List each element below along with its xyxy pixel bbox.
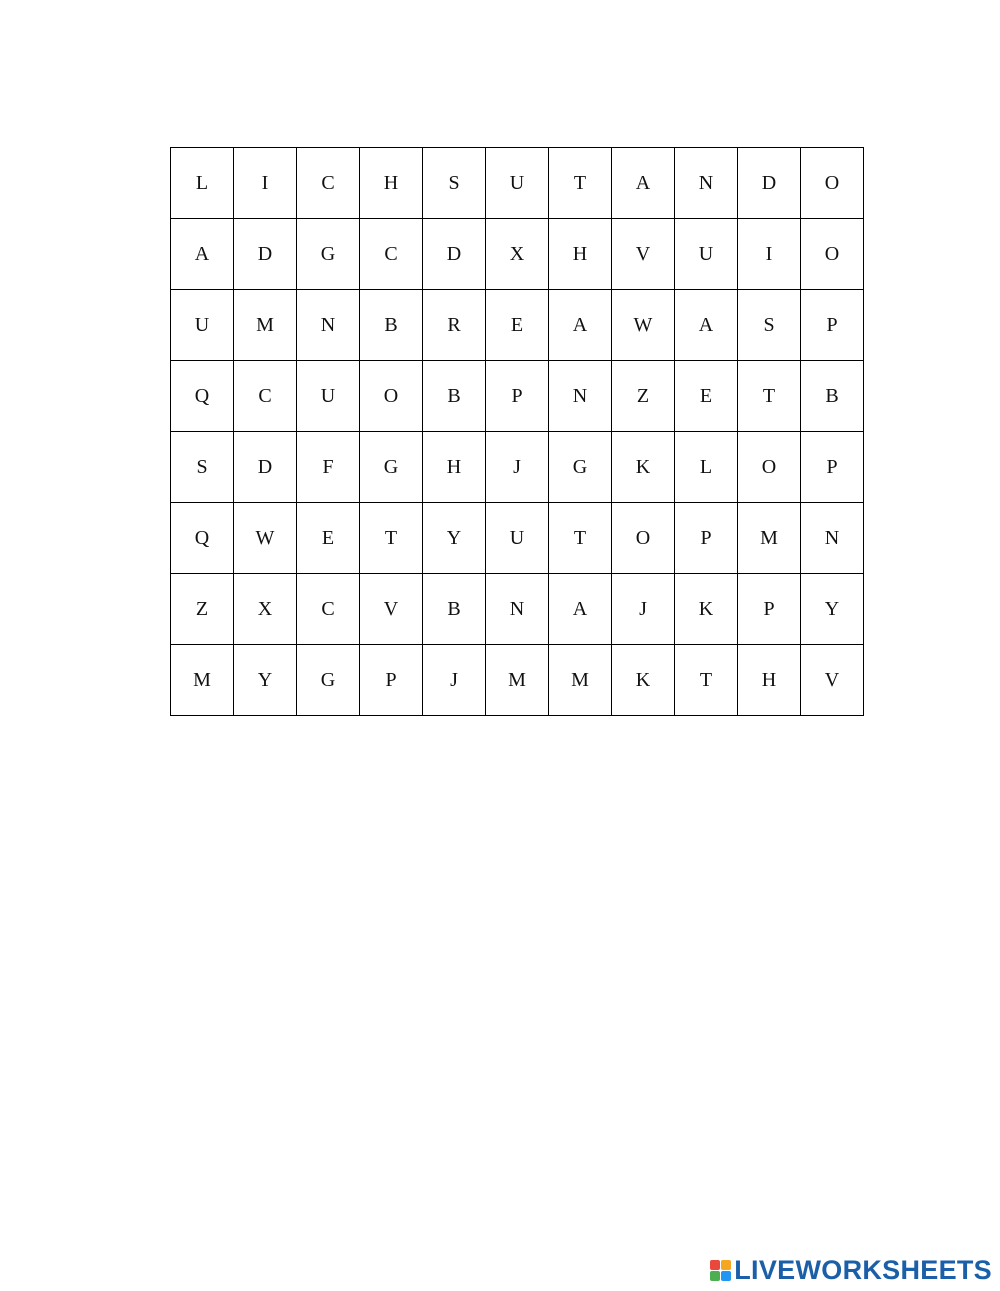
grid-cell[interactable]: N [549, 361, 612, 432]
logo-square-icon [710, 1271, 720, 1281]
grid-row [171, 148, 864, 219]
grid-cell[interactable]: E [675, 361, 738, 432]
logo-square-icon [721, 1271, 731, 1281]
grid-cell[interactable]: T [549, 503, 612, 574]
grid-cell[interactable]: G [360, 432, 423, 503]
grid-cell[interactable]: Q [171, 361, 234, 432]
grid-cell[interactable]: O [612, 503, 675, 574]
grid-row [171, 219, 864, 290]
grid-cell[interactable]: A [675, 290, 738, 361]
grid-cell[interactable]: V [801, 645, 864, 716]
grid-cell[interactable]: O [801, 148, 864, 219]
grid-cell[interactable]: Y [423, 503, 486, 574]
grid-cell[interactable]: N [801, 503, 864, 574]
grid-row [171, 432, 864, 503]
grid-cell[interactable]: M [486, 645, 549, 716]
brand-text: LIVEWORKSHEETS [734, 1255, 992, 1285]
word-search-grid [170, 147, 864, 716]
grid-cell[interactable]: T [675, 645, 738, 716]
grid-cell[interactable]: U [486, 148, 549, 219]
grid-cell[interactable]: M [549, 645, 612, 716]
grid-cell[interactable]: Y [234, 645, 297, 716]
grid-cell[interactable]: W [612, 290, 675, 361]
grid-cell[interactable]: A [612, 148, 675, 219]
grid-cell[interactable]: X [486, 219, 549, 290]
grid-cell[interactable]: Y [801, 574, 864, 645]
grid-cell[interactable]: C [297, 574, 360, 645]
grid-cell[interactable]: T [360, 503, 423, 574]
grid-cell[interactable]: G [297, 645, 360, 716]
grid-cell[interactable]: S [423, 148, 486, 219]
grid-cell[interactable]: T [738, 361, 801, 432]
grid-cell[interactable]: A [549, 574, 612, 645]
grid-cell[interactable]: N [297, 290, 360, 361]
grid-cell[interactable]: A [549, 290, 612, 361]
grid-cell[interactable]: P [486, 361, 549, 432]
grid-cell[interactable]: Z [612, 361, 675, 432]
liveworksheets-brand[interactable] [710, 1255, 992, 1285]
grid-cell[interactable]: P [801, 432, 864, 503]
logo-square-icon [721, 1260, 731, 1270]
grid-cell[interactable]: D [234, 432, 297, 503]
grid-cell[interactable]: M [171, 645, 234, 716]
grid-cell[interactable]: P [360, 645, 423, 716]
grid-cell[interactable]: H [549, 219, 612, 290]
grid-cell[interactable]: R [423, 290, 486, 361]
grid-cell[interactable]: S [738, 290, 801, 361]
grid-cell[interactable]: K [612, 645, 675, 716]
grid-cell[interactable]: O [360, 361, 423, 432]
grid-cell[interactable]: D [738, 148, 801, 219]
grid-cell[interactable]: B [360, 290, 423, 361]
grid-row [171, 503, 864, 574]
grid-cell[interactable]: J [612, 574, 675, 645]
grid-cell[interactable]: J [486, 432, 549, 503]
grid-row [171, 645, 864, 716]
grid-cell[interactable]: N [486, 574, 549, 645]
grid-cell[interactable]: H [423, 432, 486, 503]
grid-cell[interactable]: C [297, 148, 360, 219]
logo-square-icon [710, 1260, 720, 1270]
grid-cell[interactable]: P [738, 574, 801, 645]
grid-cell[interactable]: T [549, 148, 612, 219]
grid-cell[interactable]: Z [171, 574, 234, 645]
grid-cell[interactable]: U [171, 290, 234, 361]
grid-cell[interactable]: C [234, 361, 297, 432]
grid-cell[interactable]: L [171, 148, 234, 219]
grid-cell[interactable]: O [738, 432, 801, 503]
grid-cell[interactable]: C [360, 219, 423, 290]
liveworksheets-logo-icon [710, 1260, 731, 1281]
grid-cell[interactable]: K [675, 574, 738, 645]
grid-cell[interactable]: E [486, 290, 549, 361]
grid-cell[interactable]: F [297, 432, 360, 503]
grid-cell[interactable]: S [171, 432, 234, 503]
word-search-grid-body [171, 148, 864, 716]
grid-cell[interactable]: A [171, 219, 234, 290]
grid-cell[interactable]: X [234, 574, 297, 645]
grid-cell[interactable]: J [423, 645, 486, 716]
grid-cell[interactable]: H [738, 645, 801, 716]
grid-cell[interactable]: H [360, 148, 423, 219]
grid-row [171, 290, 864, 361]
grid-cell[interactable]: K [612, 432, 675, 503]
grid-cell[interactable]: P [675, 503, 738, 574]
grid-cell[interactable]: U [675, 219, 738, 290]
grid-cell[interactable]: B [423, 361, 486, 432]
grid-cell[interactable]: E [297, 503, 360, 574]
grid-cell[interactable]: P [801, 290, 864, 361]
grid-cell[interactable]: N [675, 148, 738, 219]
grid-cell[interactable]: I [738, 219, 801, 290]
grid-cell[interactable]: D [423, 219, 486, 290]
grid-cell[interactable]: B [801, 361, 864, 432]
grid-cell[interactable]: G [297, 219, 360, 290]
grid-cell[interactable]: M [234, 290, 297, 361]
grid-cell[interactable]: I [234, 148, 297, 219]
grid-cell[interactable]: B [423, 574, 486, 645]
grid-cell[interactable]: M [738, 503, 801, 574]
grid-cell[interactable]: O [801, 219, 864, 290]
grid-cell[interactable]: V [612, 219, 675, 290]
grid-cell[interactable]: G [549, 432, 612, 503]
grid-cell[interactable]: U [297, 361, 360, 432]
grid-cell[interactable]: L [675, 432, 738, 503]
grid-cell[interactable]: U [486, 503, 549, 574]
grid-cell[interactable]: Q [171, 503, 234, 574]
grid-row [171, 361, 864, 432]
grid-cell[interactable]: W [234, 503, 297, 574]
grid-row [171, 574, 864, 645]
grid-cell[interactable]: D [234, 219, 297, 290]
grid-cell[interactable]: V [360, 574, 423, 645]
